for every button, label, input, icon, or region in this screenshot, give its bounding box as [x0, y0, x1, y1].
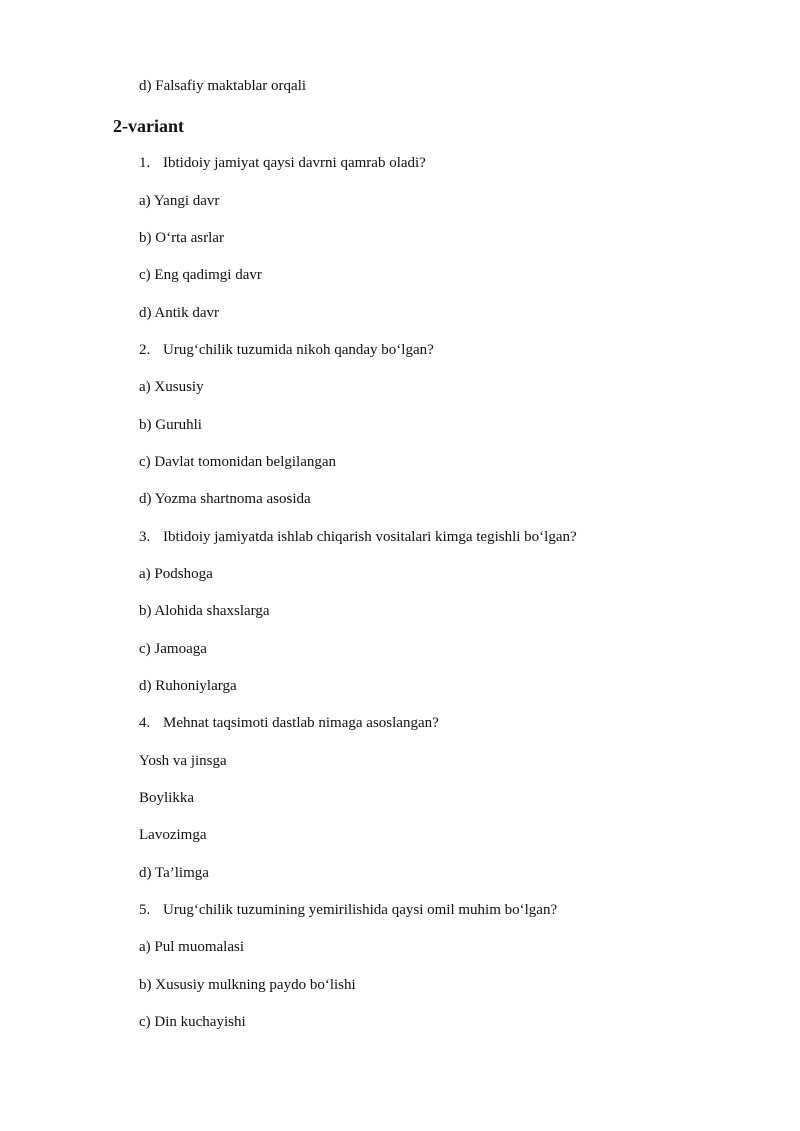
question-text: Urug‘chilik tuzumida nikoh qanday bo‘lgan?	[163, 342, 434, 358]
option-3a: a) Podshoga	[139, 566, 213, 582]
option-4a: Yosh va jinsga	[139, 753, 227, 769]
question-number: 3.	[139, 529, 151, 545]
option-1c: c) Eng qadimgi davr	[139, 267, 262, 283]
option-4b: Boylikka	[139, 790, 194, 806]
option-4d: d) Ta’limga	[139, 865, 209, 881]
option-2b: b) Guruhli	[139, 417, 202, 433]
question-number: 5.	[139, 902, 151, 918]
option-1a: a) Yangi davr	[139, 193, 220, 209]
question-text: Ibtidoiy jamiyatda ishlab chiqarish vositalari kimga tegishli bo‘lgan?	[163, 529, 577, 545]
question-number: 1.	[139, 155, 151, 171]
option-1b: b) O‘rta asrlar	[139, 230, 224, 246]
question-2	[139, 341, 434, 359]
question-4	[139, 714, 439, 732]
question-3	[139, 528, 577, 546]
question-text: Urug‘chilik tuzumining yemirilishida qaysi omil muhim bo‘lgan?	[163, 902, 558, 918]
option-5c: c) Din kuchayishi	[139, 1014, 246, 1030]
question-number: 2.	[139, 342, 151, 358]
question-text: Ibtidoiy jamiyat qaysi davrni qamrab oladi?	[163, 155, 426, 171]
question-text: Mehnat taqsimoti dastlab nimaga asoslangan?	[163, 715, 439, 731]
option-2a: a) Xususiy	[139, 379, 204, 395]
option-3c: c) Jamoaga	[139, 641, 207, 657]
section-title: 2-variant	[113, 116, 184, 136]
option-3b: b) Alohida shaxslarga	[139, 603, 270, 619]
option-d-previous: d) Falsafiy maktablar orqali	[139, 78, 307, 94]
option-2c: c) Davlat tomonidan belgilangan	[139, 454, 337, 470]
option-3d: d) Ruhoniylarga	[139, 678, 237, 694]
question-5	[139, 901, 557, 919]
option-1d: d) Antik davr	[139, 305, 219, 321]
option-2d: d) Yozma shartnoma asosida	[139, 491, 311, 507]
option-5a: a) Pul muomalasi	[139, 939, 244, 955]
question-number: 4.	[139, 715, 151, 731]
option-4c: Lavozimga	[139, 827, 207, 843]
question-1	[139, 154, 426, 172]
option-5b: b) Xususiy mulkning paydo bo‘lishi	[139, 977, 356, 993]
